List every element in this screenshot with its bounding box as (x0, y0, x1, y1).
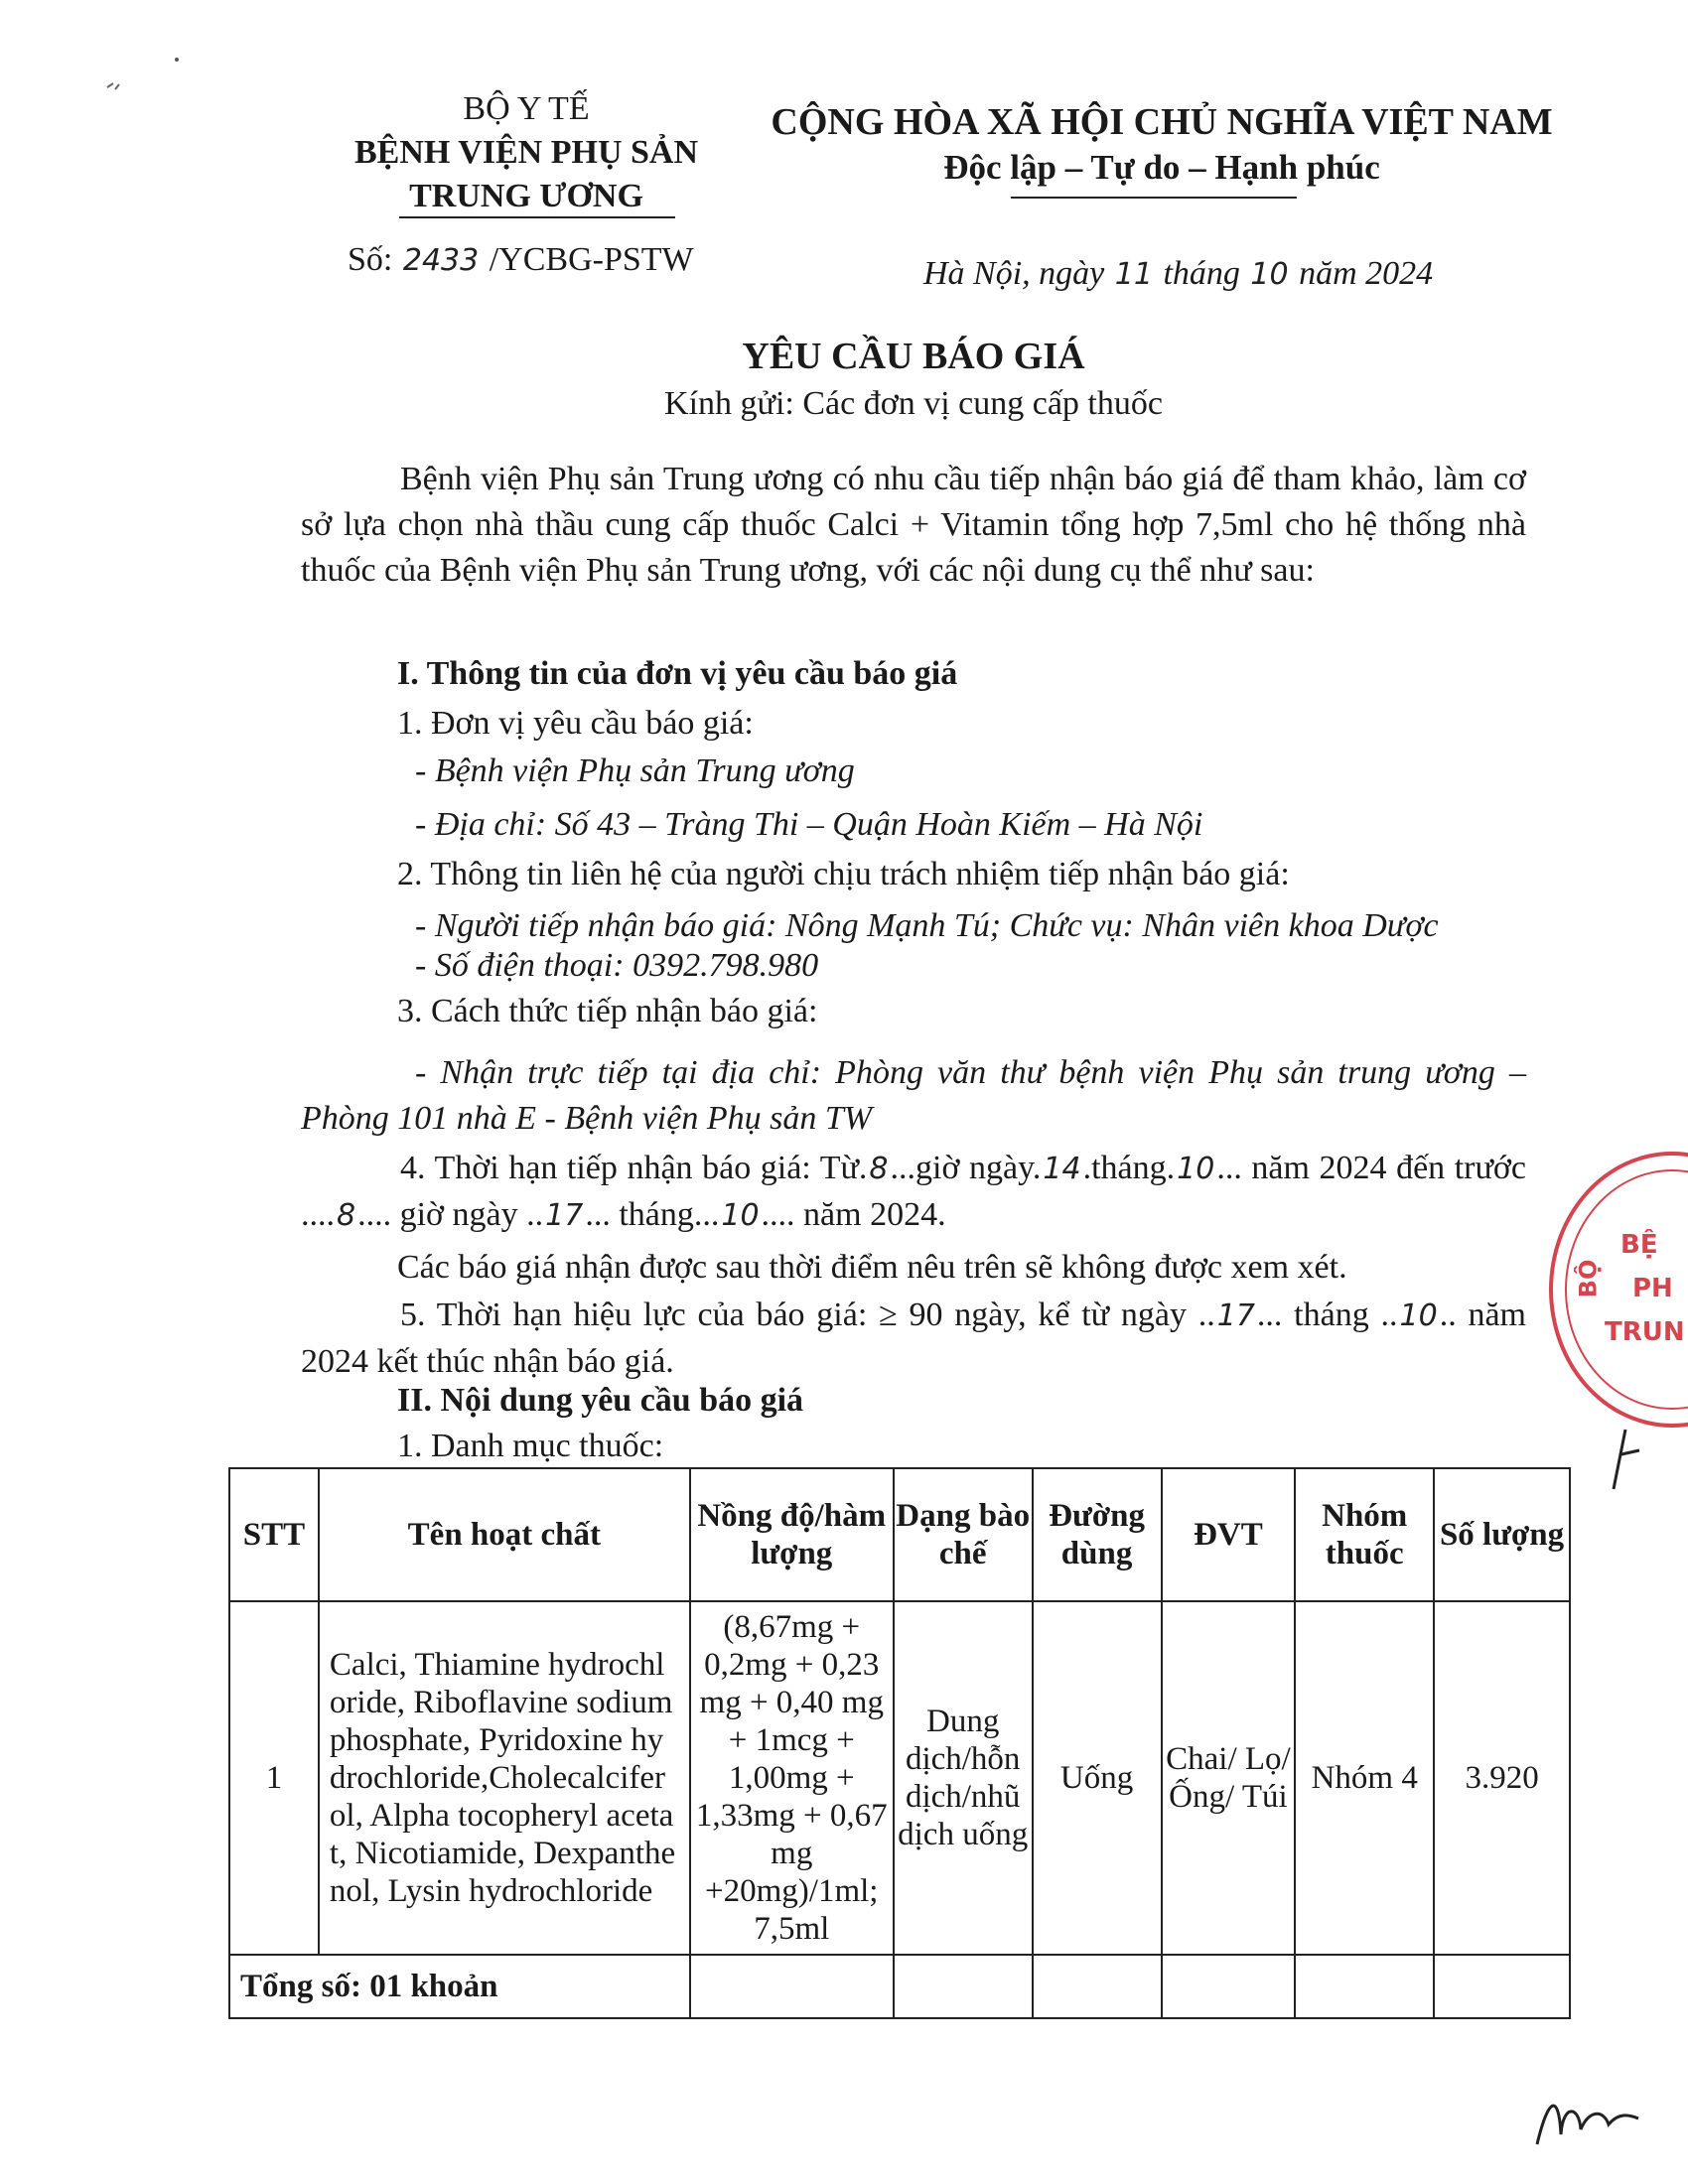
deadline-text-4: ... năm 2024 đến trước .... (301, 1150, 1526, 1233)
cell-empty (894, 1955, 1033, 2018)
header-drug-group: Nhóm thuốc (1295, 1468, 1434, 1601)
doc-number-prefix: Số: (348, 241, 393, 278)
cell-total-label: Tổng số: 01 khoản (229, 1955, 690, 2018)
margin-signature-mark (1604, 1420, 1653, 1499)
issuer-underline (399, 216, 675, 218)
header-quantity: Số lượng (1434, 1468, 1570, 1601)
stamp-side-text: BỘ (1574, 1259, 1603, 1298)
cell-empty (1295, 1955, 1434, 2018)
ministry-name: BỘ Y TẾ (463, 90, 590, 127)
validity-period (301, 1293, 1526, 1385)
drug-list-table (228, 1467, 1571, 2019)
section1-item2: 2. Thông tin liên hệ của người chịu trách nhiệm tiếp nhận báo giá: (397, 856, 1290, 892)
cell-dosage-form: Dung dịch/hỗn dịch/nhũ dịch uống (894, 1601, 1033, 1955)
cell-concentration: (8,67mg + 0,2mg + 0,23 mg + 0,40 mg + 1mcg + 1,00mg + 1,33mg + 0,67 mg +20mg)/1ml; 7,5ml (690, 1601, 894, 1955)
section1-item1: 1. Đơn vị yêu cầu báo giá: (397, 705, 754, 742)
cell-stt: 1 (229, 1601, 319, 1955)
deadline-start-hour: 8 (869, 1152, 889, 1186)
contact-phone: - Số điện thoại: 0392.798.980 (415, 947, 819, 984)
deadline-start-month: 10 (1177, 1152, 1215, 1186)
section1-item3: 3. Cách thức tiếp nhận báo giá: (397, 993, 818, 1029)
table-header-row (229, 1468, 1570, 1601)
doc-number-suffix: /YCBG-PSTW (489, 241, 694, 278)
validity-text-2: ... tháng .. (1256, 1297, 1398, 1333)
header-dosage-form: Dạng bào chế (894, 1468, 1033, 1601)
deadline-text-6: ... tháng... (585, 1196, 720, 1233)
validity-day: 17 (1216, 1298, 1255, 1333)
validity-text-3: .. năm 2024 kết thúc nhận báo giá. (301, 1297, 1526, 1380)
deadline-end-month: 10 (721, 1198, 760, 1233)
country-name: CỘNG HÒA XÃ HỘI CHỦ NGHĨA VIỆT NAM (771, 101, 1553, 143)
date-month-word: tháng (1163, 255, 1240, 292)
recipient-line: Kính gửi: Các đơn vị cung cấp thuốc (664, 385, 1163, 422)
validity-month: 10 (1399, 1298, 1438, 1333)
initials-signature (1529, 2085, 1648, 2164)
stamp-line2: PH (1632, 1274, 1673, 1303)
motto-underline (1011, 197, 1297, 199)
national-motto: Độc lập – Tự do – Hạnh phúc (943, 148, 1380, 187)
scan-speck (99, 50, 189, 99)
date-month-handwritten: 10 (1250, 257, 1289, 292)
header-concentration: Nồng độ/hàm lượng (690, 1468, 894, 1601)
hospital-name-line1: BỆNH VIỆN PHỤ SẢN (353, 134, 699, 171)
date-day-handwritten: 11 (1114, 257, 1153, 292)
date-prefix: Hà Nội, ngày (923, 255, 1105, 292)
stamp-line1: BỆ (1620, 1230, 1658, 1260)
cell-unit: Chai/ Lọ/ Ống/ Túi (1162, 1601, 1296, 1955)
national-header (765, 99, 1559, 191)
cell-empty (1033, 1955, 1162, 2018)
issue-date (923, 252, 1433, 297)
document-title: YÊU CẦU BÁO GIÁ (742, 336, 1085, 377)
header-unit: ĐVT (1162, 1468, 1296, 1601)
late-submission-note: Các báo giá nhận được sau thời điểm nêu trên sẽ không được xem xét. (397, 1249, 1347, 1286)
deadline-text-2: ...giờ ngày. (890, 1150, 1042, 1186)
stamp-line3: TRUN (1605, 1317, 1685, 1347)
deadline-text-3: .tháng. (1082, 1150, 1176, 1186)
deadline-end-hour: 8 (337, 1198, 356, 1233)
cell-empty (1434, 1955, 1570, 2018)
table-total-row (229, 1955, 1570, 2018)
deadline-text-5: .... giờ ngày .. (357, 1196, 544, 1233)
cell-drug-group: Nhóm 4 (1295, 1601, 1434, 1955)
validity-text-1: 5. Thời hạn hiệu lực của báo giá: ≥ 90 ngày, kể từ ngày .. (400, 1297, 1215, 1333)
hospital-stamp (1549, 1152, 1688, 1428)
deadline-end-day: 17 (545, 1198, 584, 1233)
contact-person: - Người tiếp nhận báo giá: Nông Mạnh Tú; Chức vụ: Nhân viên khoa Dược (415, 907, 1439, 944)
header-route: Đường dùng (1033, 1468, 1162, 1601)
cell-empty (690, 1955, 894, 2018)
deadline-text-7: .... năm 2024. (761, 1196, 946, 1233)
header-stt: STT (229, 1468, 319, 1601)
doc-number-handwritten: 2433 (402, 243, 480, 278)
section1-heading: I. Thông tin của đơn vị yêu cầu báo giá (397, 655, 958, 692)
deadline-text-1: 4. Thời hạn tiếp nhận báo giá: Từ. (400, 1150, 868, 1186)
hospital-name-line2: TRUNG ƯƠNG (409, 178, 643, 214)
issuer-block (318, 87, 735, 218)
date-suffix: năm 2024 (1299, 255, 1434, 292)
section2-heading: II. Nội dung yêu cầu báo giá (397, 1382, 804, 1419)
document-number (348, 238, 694, 283)
intro-paragraph: Bệnh viện Phụ sản Trung ương có nhu cầu tiếp nhận báo giá để tham khảo, làm cơ sở lựa chọn nhà thầu cung cấp thuốc Calci + Vitamin tổng hợp 7,5ml cho hệ thống nhà thuốc của Bệnh viện Phụ sản Trung ương, với các nội dung cụ thể như sau: (301, 461, 1526, 589)
cell-route: Uống (1033, 1601, 1162, 1955)
unit-address: - Địa chỉ: Số 43 – Tràng Thi – Quận Hoàn Kiếm – Hà Nội (415, 806, 1203, 843)
header-active-ingredient: Tên hoạt chất (319, 1468, 690, 1601)
unit-name: - Bệnh viện Phụ sản Trung ương (415, 752, 855, 789)
cell-empty (1162, 1955, 1296, 2018)
cell-quantity: 3.920 (1434, 1601, 1570, 1955)
receive-deadline (301, 1146, 1526, 1239)
cell-active-ingredient: Calci, Thiamine hydrochloride, Riboflavine sodium phosphate, Pyridoxine hydrochloride,Cholecalciferol, Alpha tocopheryl acetat, Nicotiamide, Dexpanthenol, Lysin hydrochloride (319, 1601, 690, 1955)
deadline-start-day: 14 (1043, 1152, 1081, 1186)
table-row (229, 1601, 1570, 1955)
receive-method: - Nhận trực tiếp tại địa chỉ: Phòng văn thư bệnh viện Phụ sản trung ương – Phòng 101 nhà E - Bệnh viện Phụ sản TW (301, 1054, 1526, 1137)
section2-item1: 1. Danh mục thuốc: (397, 1428, 664, 1464)
